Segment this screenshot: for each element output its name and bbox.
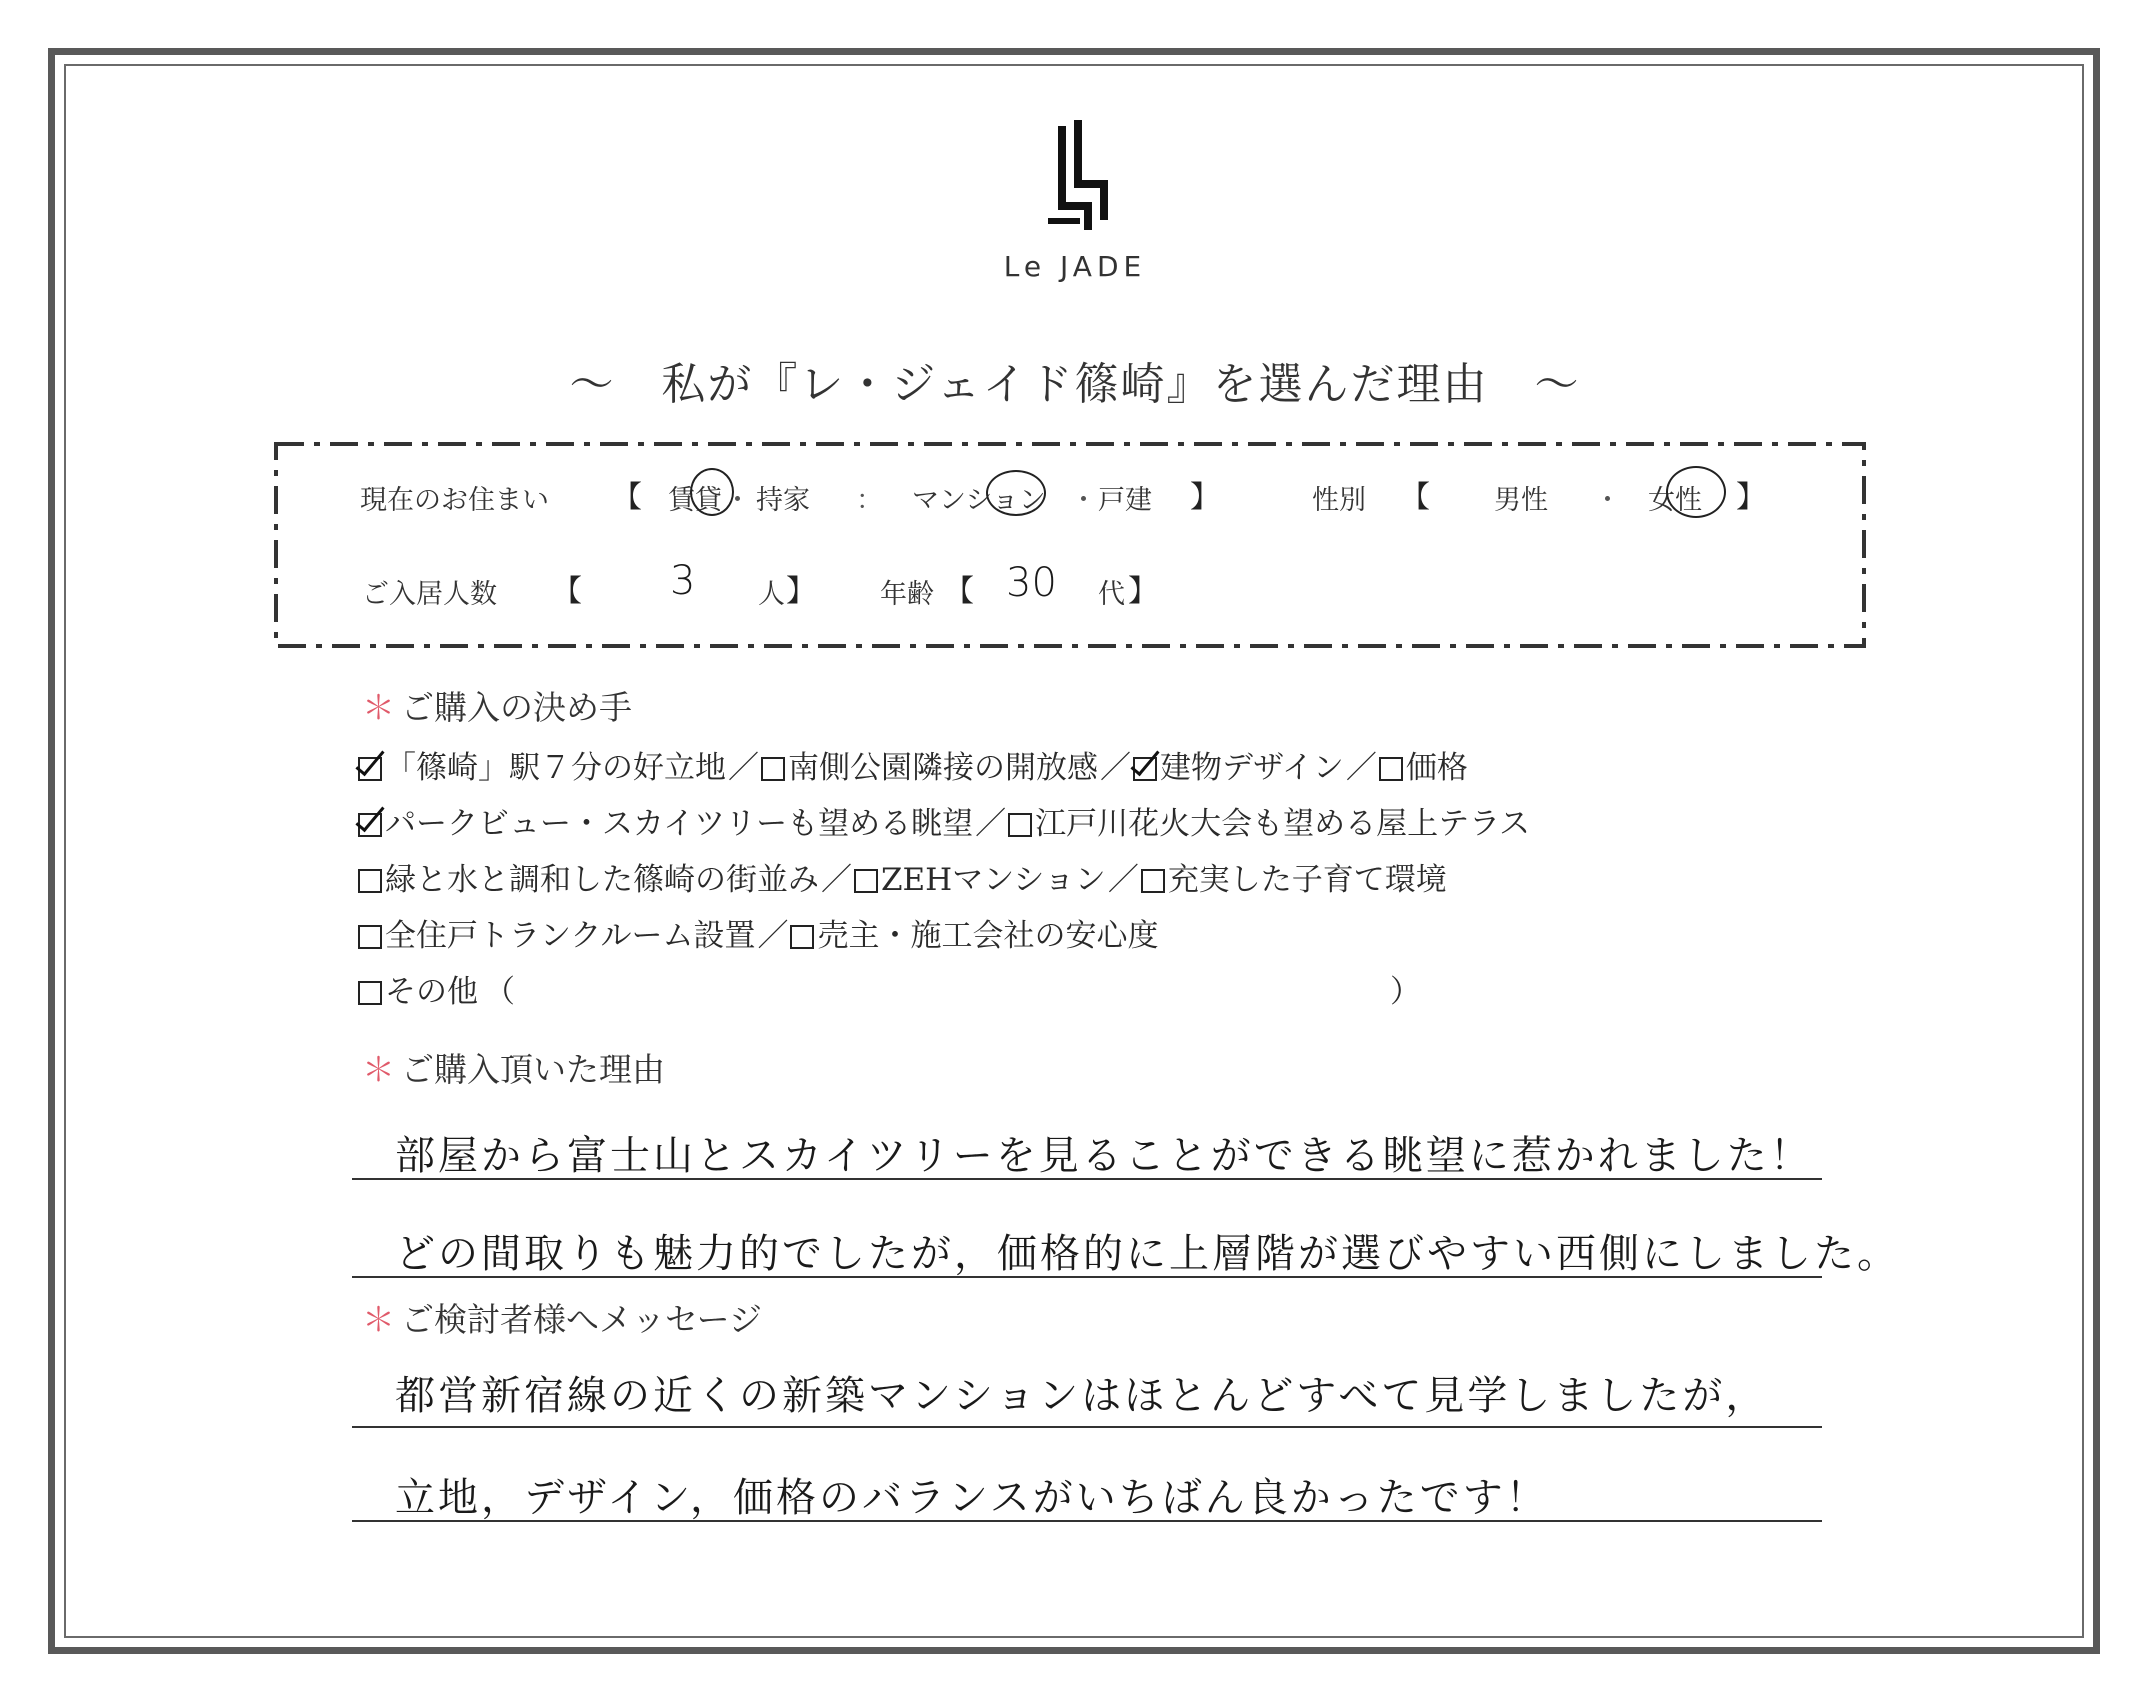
option-label: ZEHマンション: [881, 862, 1106, 898]
bracket-open: 【: [552, 574, 582, 609]
checkbox[interactable]: [1141, 869, 1165, 893]
option-label: パークビュー・スカイツリーも望める眺望: [385, 806, 974, 842]
checkbox-checked[interactable]: [358, 813, 382, 837]
occupants-unit: 人: [758, 579, 785, 610]
reason-line-2: どの間取りも魅力的でしたが，価格的に上層階が選びやすい西側にしました。: [395, 1231, 1900, 1277]
occupants-label: ご入居人数: [362, 579, 497, 610]
dot-separator: ・: [1594, 485, 1621, 516]
message-heading-text: ご検討者様へメッセージ: [401, 1300, 763, 1339]
bracket-open: 【: [612, 480, 642, 515]
asterisk-icon: ＊: [362, 1050, 395, 1089]
selection-circle: [986, 470, 1046, 516]
option-label: その他: [385, 974, 478, 1010]
checkbox[interactable]: [761, 757, 785, 781]
checkbox[interactable]: [790, 925, 814, 949]
option-female[interactable]: 女性: [1648, 485, 1702, 516]
bracket-close: 】: [1736, 480, 1766, 515]
option-mansion[interactable]: マンション: [912, 485, 1046, 516]
option-label: 売主・施工会社の安心度: [817, 918, 1159, 954]
bracket-open: 【: [944, 574, 974, 609]
profile-box-border: [272, 440, 1868, 650]
message-line-1: 都営新宿線の近くの新築マンションはほとんどすべて見学しましたが，: [395, 1373, 1769, 1419]
checkbox-checked[interactable]: [1133, 757, 1157, 781]
writing-line: [352, 1520, 1822, 1522]
reason-line-1: 部屋から富士山とスカイツリーを見ることができる眺望に惹かれました！: [395, 1133, 1813, 1179]
option-label: 価格: [1405, 750, 1468, 786]
checkbox[interactable]: [358, 981, 382, 1005]
occupants-value[interactable]: 3: [670, 558, 696, 604]
decision-heading-text: ご購入の決め手: [401, 688, 632, 727]
age-label: 年齢: [880, 579, 934, 610]
bracket-close: 】: [1128, 574, 1158, 609]
checkbox-checked[interactable]: [358, 757, 382, 781]
dot-separator: ・: [724, 485, 751, 516]
checklist-row: 「篠崎」駅７分の好立地／ 南側公園隣接の開放感／ 建物デザイン／ 価格: [358, 748, 1468, 788]
writing-line: [352, 1276, 1822, 1278]
le-jade-monogram-icon: [1040, 118, 1120, 236]
option-label: 充実した子育て環境: [1167, 862, 1447, 898]
option-label: 全住戸トランクルーム設置: [385, 918, 756, 954]
option-label: 緑と水と調和した篠崎の街並み: [385, 862, 819, 898]
writing-line: [352, 1426, 1822, 1428]
bracket-close: 】: [1190, 480, 1220, 515]
selection-circle: [1666, 466, 1726, 518]
option-house[interactable]: 戸建: [1098, 485, 1152, 516]
option-label: 建物デザイン: [1160, 750, 1344, 786]
other-close-paren: ）: [1390, 974, 1421, 1010]
writing-line: [352, 1178, 1822, 1180]
age-unit: 代: [1098, 579, 1125, 610]
dot-separator: ・: [1070, 485, 1097, 516]
option-label: 南側公園隣接の開放感: [788, 750, 1098, 786]
bracket-open: 【: [1400, 480, 1430, 515]
brand-name: Le JADE: [1003, 250, 1147, 283]
option-label: 江戸川花火大会も望める屋上テラス: [1035, 806, 1531, 842]
residence-label: 現在のお住まい: [360, 485, 549, 516]
checkbox[interactable]: [1008, 813, 1032, 837]
bracket-close: 】: [786, 574, 816, 609]
message-heading: [362, 1294, 762, 1341]
checklist-row: 緑と水と調和した篠崎の街並み／ ZEHマンション／ 充実した子育て環境: [358, 860, 1447, 900]
checkbox[interactable]: [854, 869, 878, 893]
checklist-row: パークビュー・スカイツリーも望める眺望／ 江戸川花火大会も望める屋上テラス: [358, 804, 1530, 844]
message-line-2: 立地，デザイン，価格のバランスがいちばん良かったです！: [395, 1475, 1549, 1521]
decision-heading: [362, 682, 632, 729]
checklist-row: 全住戸トランクルーム設置／ 売主・施工会社の安心度: [358, 916, 1158, 956]
reason-heading-text: ご購入頂いた理由: [401, 1050, 665, 1089]
checkbox[interactable]: [358, 869, 382, 893]
option-male[interactable]: 男性: [1494, 485, 1548, 516]
age-value[interactable]: 30: [1006, 560, 1057, 606]
option-owned[interactable]: 持家: [756, 485, 810, 516]
colon-separator: ：: [856, 485, 883, 516]
other-open-paren: （: [484, 974, 515, 1010]
reason-heading: [362, 1044, 665, 1091]
checkbox[interactable]: [1379, 757, 1403, 781]
option-label: 「篠崎」駅７分の好立地: [385, 750, 726, 786]
asterisk-icon: ＊: [362, 688, 395, 727]
page-title: ～ 私が『レ・ジェイド篠崎』を選んだ理由 ～: [569, 359, 1581, 410]
checkbox[interactable]: [358, 925, 382, 949]
asterisk-icon: ＊: [362, 1300, 395, 1339]
gender-label: 性別: [1312, 485, 1366, 516]
checklist-row: [358, 972, 515, 1012]
option-rental[interactable]: 賃貸: [668, 485, 722, 516]
